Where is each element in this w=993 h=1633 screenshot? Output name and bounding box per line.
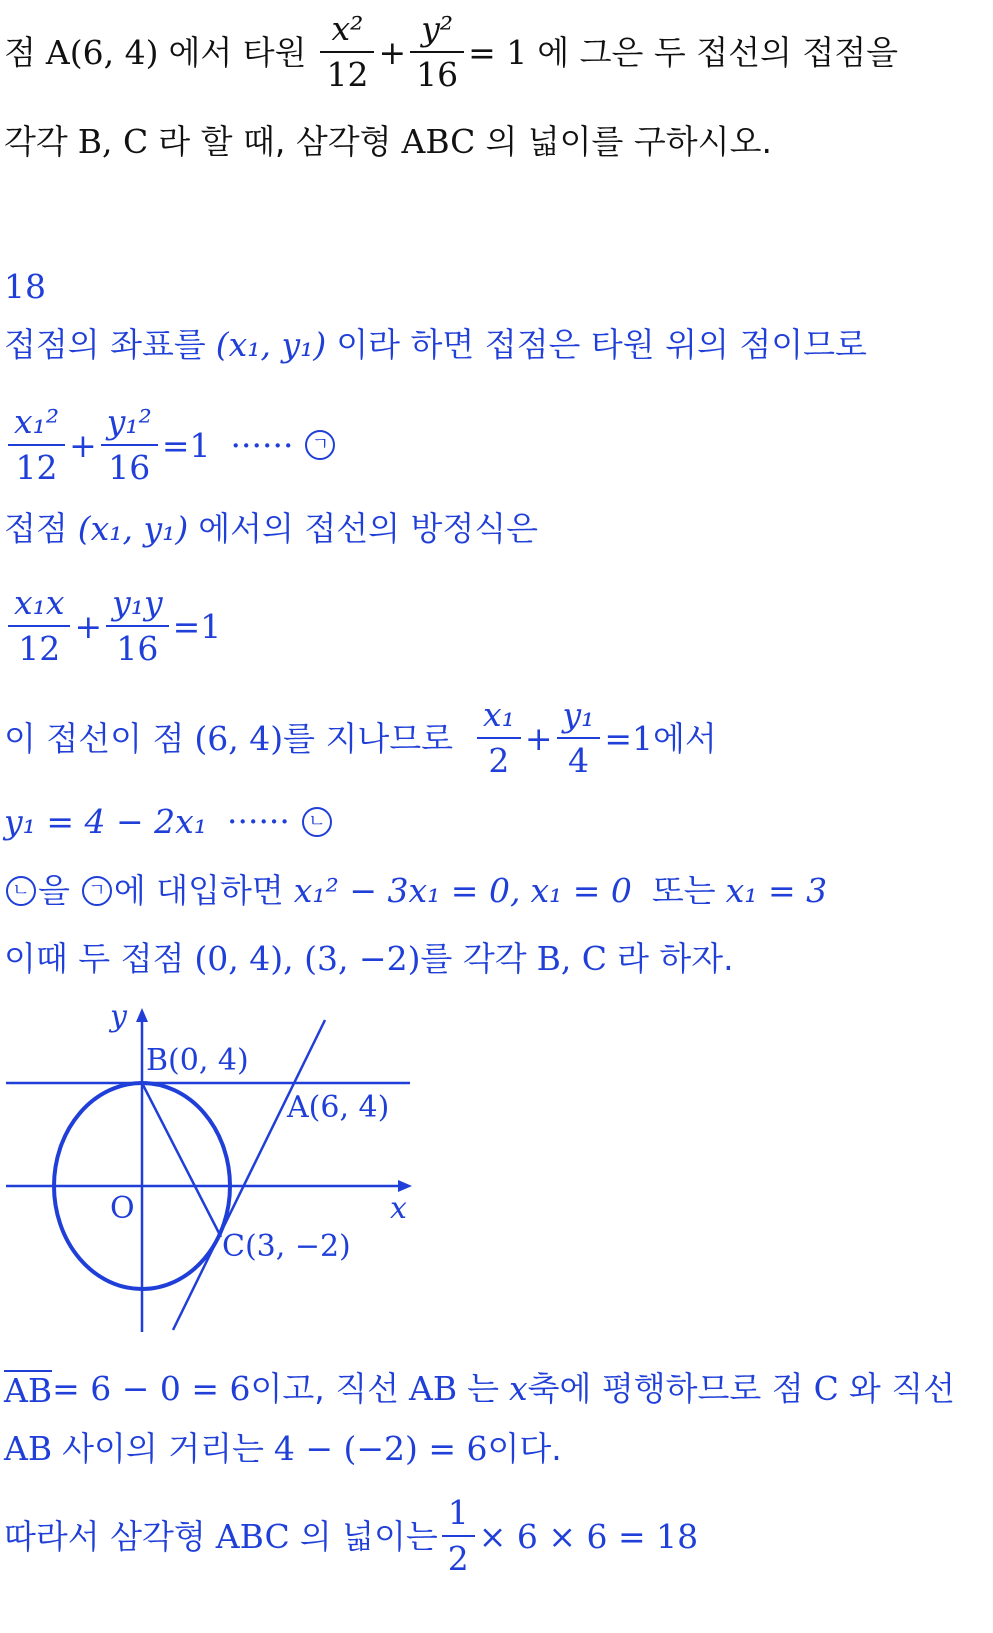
solution-line-3: 접점 (x₁, y₁) 에서의 접선의 방정식은 <box>4 509 538 548</box>
circled-label-1: ㄱ <box>305 430 335 460</box>
circled-label-1: ㄱ <box>82 876 112 906</box>
solution-line-9: AB = 6 − 0 = 6 이고, 직선 AB 는 x 축에 평행하므로 점 C 와 직선 <box>4 1369 955 1410</box>
problem-text: 에 그은 두 접선의 접점을 <box>537 32 899 72</box>
circled-label-2: ㄴ <box>6 876 36 906</box>
circled-label-2: ㄴ <box>302 807 332 837</box>
problem-text: 에서 타원 <box>168 32 307 72</box>
ellipse-x-fraction: $\frac{\text{x²}}{12}$ <box>320 10 374 94</box>
problem-line-1: 점 A(6, 4) 에서 타원 $\frac{\text{x²}}{12}$ + $\frac{\text{y²}}{16}$ = 1 에 그은 두 접선의 접점을 <box>4 9 899 94</box>
point-b-label: B(0, 4) <box>146 1043 249 1078</box>
point-a: A(6, 4) <box>45 32 159 72</box>
solution-line-8: 이때 두 접점 (0, 4), (3, −2) 를 각각 B, C 라 하자. <box>4 939 734 978</box>
y-label: y <box>110 1000 127 1034</box>
point-a-label: A(6, 4) <box>287 1090 390 1125</box>
y-axis-arrow <box>136 1008 148 1022</box>
equation-2: $\frac{\text{x₁x}}{12}$ + $\frac{\text{y₁y}}{16}$ =1 <box>4 580 221 672</box>
equation-1: $\frac{\text{x₁²}}{12}$ + $\frac{\text{y₁²}}{16}$ =1 ······ ㄱ <box>4 395 337 495</box>
problem-text: 점 <box>4 32 36 72</box>
solution-line-7: ㄴ 을 ㄱ 에 대입하면 x₁² − 3x₁ = 0, x₁ = 0 또는 x₁ = 3 <box>4 874 827 907</box>
ellipse-tangent-figure <box>0 1000 430 1345</box>
ellipse-y-fraction: $\frac{\text{y²}}{16}$ <box>410 10 464 94</box>
solution-line-11: 따라서 삼각형 ABC 의 넓이는 $\frac{1}{2}$ × 6 × 6 = 18 <box>4 1493 699 1578</box>
solution-line-5: 이 접선이 점 (6, 4) 를 지나므로 $\frac{\text{x₁}}{2}$ + $\frac{\text{y₁}}{4}$ =1 에서 <box>4 695 717 780</box>
x-label: x <box>390 1191 407 1226</box>
origin-label: O <box>110 1191 135 1226</box>
solution-line-1: 접점의 좌표를 (x₁, y₁) 이라 하면 접점은 타원 위의 점이므로 <box>4 325 867 364</box>
equation-4: y₁ = 4 − 2x₁ ······ ㄴ <box>4 805 334 838</box>
answer: 18 <box>4 267 46 306</box>
segment-bc <box>142 1083 221 1237</box>
point-c-label: C(3, −2) <box>222 1229 351 1264</box>
solution-line-10: AB 사이의 거리는 4 − (−2) = 6 이다. <box>4 1429 562 1468</box>
problem-line-2: 각각 B, C 라 할 때, 삼각형 ABC 의 넓이를 구하시오. <box>4 122 772 161</box>
